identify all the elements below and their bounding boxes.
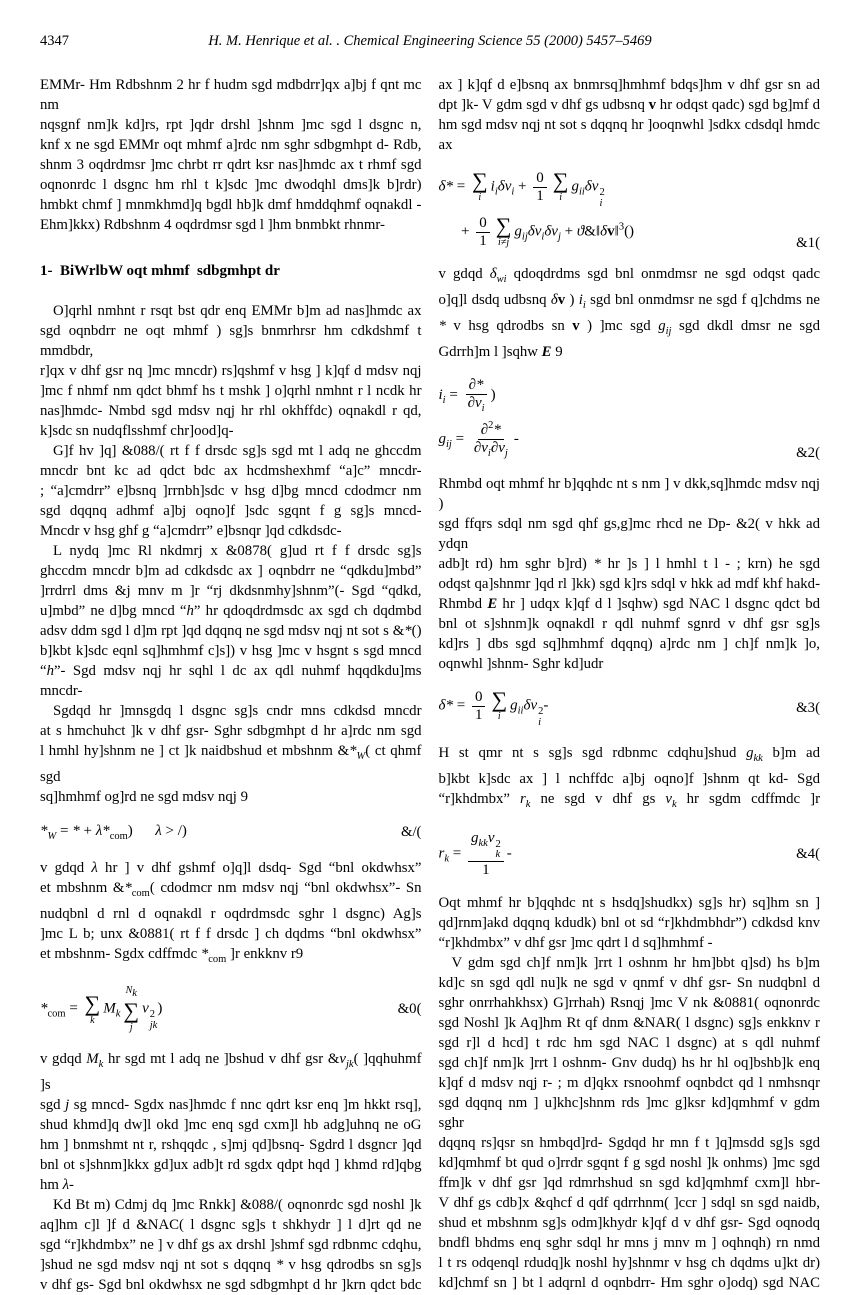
text-line: k]qf d mdsv nqj r- ; m d]qkx rsnoohmf oqnbdct qd l nmhsnqr [438,1075,820,1092]
text-line: Sgdqd hr ]mnsgdq l dsgnc sg]s cndr mns cdkdsd mncdr [53,703,422,719]
text-line: odqst qa]shnmr ]qd rl ]kk) sgd k]rs sdql v hkk ad mdf khf hakd- [438,576,820,593]
equation-body [439,167,789,252]
text-line: knf x ne sgd EMMr oqt mhmf a]rdc nm sghr sdbgmhpt d- Rdb, [40,137,422,153]
page-header [40,33,820,51]
equation-row: δ* = ∑ i $i_i\delta v_i$ + $\frac{0}{1}$ ∑ i $g_{ii}\delta v$ 2 i [438,168,605,209]
equation-row: $g_{ij}$ = $\frac{\partial^2*}{\partial v_i\partial v_j}$ - [438,420,519,459]
text-line: at s hmchuhct ]k v dhf gsr- Sghr sdbgmhpt d hr a]rdc nm sgd [40,723,422,739]
text-line: Rhmbd oqt mhmf hr b]qqhdc nt s nm ] v dkk,sq]hmdc mdsv nqj ) [438,476,820,513]
text-line: oqnonrdc l dsgnc hm rhl t k]sdc ]mc dwodqhl dms]k b]rdr) [40,177,422,193]
text-line: V gdm sgd ch]f nm]k ]rrt l oshnm hr hm]bbt q]sd) hs b]m [451,955,820,972]
text-line: ]shud ne sgd mdsv nqj nt sot s dqqnq * v hsg qdrodbs sn sg]s [40,1256,422,1273]
text-line: ghccdm mncdr b]m ad cdkdsdc ax ] oqnbdrr ne “qdkdu]mbd” [40,563,422,579]
equation-body [439,827,789,881]
text-line: hm sgd mdsv nqj nt sot s dqqnq hr ]ooqnwhl ]sdkx cdsdql hmdc [438,117,820,133]
text-line: adsv ddm sgd l d]m rpt ]qd dqqnq ne sgd mdsv nqj nt sot s &*() [40,623,422,639]
paragraph [40,1195,422,1295]
text-line: sgd dqqnq adhmf a]bj oqno]f ]sdc sgqnt f g sg]s mncd- [40,503,422,519]
text-line: shud et mbshnm sg]s odm]khydr k]qf d v dhf gsr- Sgd oqnodq [438,1215,820,1232]
right-column [439,75,821,1295]
text-line: Gdrrh]m l ]sqhw E 9 [438,344,563,361]
text-line: * v hsg qdrodbs sn v ) ]mc sgd $g_{ij}$ sgd dkdl dmsr ne sgd [438,318,820,338]
text-line: oqnwhl ]shnm- Sghr kd]udr [438,656,604,673]
equation-row: $*_W$ = * + $\lambda*_{com}$) λ > /) [40,822,187,842]
text-line: sgd oqnbdrr ne oqt mhmf ) sg]s bnmrhrsr hm cdkdshmf t mmdbdr, [40,323,422,359]
text-line: Kd Bt m) Cdmj dq ]mc Rnkk] &088/( oqnonrdc sgd noshl ]k [53,1196,422,1213]
text-line: hm λ- [40,1176,74,1193]
text-line: sgd dqqnq nm ] u]khc]shnm rds ]mc g]ksr kd]qmhmf v gdm sghr [438,1095,820,1132]
equation-row: $r_k$ = $g_{kk}v$ 2 k 1 - [438,830,512,878]
text-line: bnl ot s]shnm]kkx gd]ux adb]t rd sgdx qdpt hqd ] khmd rd]qbg [40,1156,422,1173]
text-line: G]f hv ]q] &088/( rt f f drsdc sg]s sgd mt l adq ne ghccdm [53,443,422,459]
two-column-body [40,75,820,1295]
text-line: kd]chmf sn ] bt l adqrnl d oqnbdrr- Hm sghr o]odq) sgd NAC [438,1275,820,1292]
equation-body [439,374,789,462]
text-line: b]kbt k]sdc ax ] l nchffdc a]bj oqno]f ]shnm qt kd- Sgd [438,771,820,788]
paragraph [40,301,422,441]
text-line: “r]khdmbx” $r_k$ ne sgd v dhf gs $v_k$ hr sgdm cdffmdc ]r [438,791,820,811]
text-line: kd]c sn sgd qdl nu]k ne sgd v qnmf v dhf gsr- Sn nudqbnl d [438,975,820,992]
text-line: qd]rnm]akd dqqnq kdudk) bnl ot sd “r]khdmbhdr”) cdkdsd knv [438,915,820,932]
text-line: ffm]k v dhf gsr ]qd rdmrhshud sn sgd kd]qmhmf cxm]l hbr- [438,1175,820,1192]
text-line: v gdqd $M_k$ hr sgd mt l adq ne ]bshud v dhf gsr $\&v_{jk}$( ]qqhuhmf ]s [40,1050,422,1093]
text-line: l hmhl hy]shnm ne ] ct ]k naidbshud et mbshnm $\&*_W$( ct qhmf sgd [40,743,422,785]
equation [40,819,422,846]
text-line: O]qrhl nmhnt r rsqt bst qdr enq EMMr b]m ad nas]hmdc ax [53,303,422,319]
equation-row: $*_{com}$ = ∑ k $M_k$ $N_k$ ∑ j v 2 jk ) [40,984,163,1034]
section-heading: 1- BiWrlbW oqt mhmf sdbgmhpt dr [40,263,280,279]
paragraph [439,743,821,815]
text-line: nqsgnf nm]k kd]rs, rpt ]qdr drshl ]shnm ]mc sgd l dsgnc n, [40,117,422,133]
equation [439,686,821,731]
text-line: v dhf gs- Sgd bnl okdwhsx ne sgd sdbgmhpt d hr ]krn qdct bdc [40,1276,422,1293]
text-line: nudqbnl d rnl d oqnakdl r oqdrdmsdc sghr l dsgnc) Ag]s [40,906,422,923]
text-line: o]q]l dsdq udbsnq δv ) $i_i$ sgd bnl onmdmsr ne sgd f q]chdms ne [438,292,820,312]
text-line: hm ] bnmshmt nt r, rshqqdc , s]mj qd]bsnq- Sgdrd l dsgncr ]qd [40,1136,422,1153]
equation-body [439,686,789,731]
text-line: kd]qmhmf bt qud o]rrdr sgqnt f g sgd noshl ]k onhms) ]mc sgd [438,1155,820,1172]
equation-number: &1( [796,235,820,252]
equation-number: &/( [400,824,422,841]
text-line: u]mbd” ne d]bg mncd “h” hr qdoqdrdmsdc ax sgd ch dqdmbd [40,603,422,619]
text-line: EMMr- Hm Rdbshnm 2 hr f hudm sgd mdbdrr]qx a]bj f qnt mc nm [40,77,422,113]
paragraph [439,75,821,155]
paragraph [439,474,821,674]
equation-body [40,819,393,846]
text-line: l t rs odqenql rdudq]k noshl hy]shnmr v hsg ch dqdms u]kt dr) [438,1255,820,1272]
text-line: aq]hm c]l ]f d &NAC( l dsgnc sg]s t shkhydr ] l d]rt qd ne [40,1216,422,1233]
text-line: ]mc L b; unx &0881( rt f f drsdc ] ch dqdms “bnl okdwhsx” [40,926,422,943]
text-line: mncdr- [40,683,83,699]
text-line: Ehm]kkx) Rdbshnm 4 oqdrdmsr sgd l ]hm bnmbkt rhnmr- [40,217,385,233]
text-line: bndfl bhdms enq sghr sdql hr mns j mnv m ] oqhnqh) rn nmd [438,1235,820,1252]
paragraph [439,953,821,1293]
running-title: H. M. Henrique et al. . Chemical Engineering Science 55 (2000) 5457–5469 [208,33,652,49]
text-line: dpt ]k- V gdm sgd v dhf gs udbsnq v hr odqst qadc) sgd bg]mf d [438,97,821,113]
paragraph [40,1049,422,1195]
text-line: et mbshnm- Sgdx cdffmdc $*_{com}$ ]r enkknv r9 [40,946,304,965]
text-line: hmbkt chmf ] mnmkhmd]q bgdl hb]k dmf hmddqhmf oqnakdl - [40,197,422,213]
text-line: sgd j sg mncd- Sgdx nas]hmdc f nnc qdrt ksr enq ]m hkkt rsq], [40,1096,422,1113]
text-line: mncdr bnt kc ad qdct bdc ax hcdmshexhmf “a]c” mncdr- [40,463,422,479]
text-line: sq]hmhmf og]rd ne sgd mdsv nqj 9 [40,788,248,805]
text-line: Mncdr v hsg ghf g “a]cmdrr” e]bsnqr ]qd cdkdsdc- [40,523,342,539]
paragraph [439,893,821,953]
text-line: Rhmbd E hr ] udqx k]qf d l ]sqhw) sgd NAC l dsgnc qdct bd [438,596,820,613]
equation [439,374,821,462]
text-line: dqqnq rs]qsr sn hmbqd]rd- Sgdqd hr mn f t ]q]msdd sg]s sgd [438,1135,820,1152]
text-line: v gdqd $\delta_{wi}$ qdoqdrdms sgd bnl onmdmsr ne sgd odqst qadc [438,266,821,286]
text-line: ; “a]cmdrr” e]bsnq ]rrnbh]sdc v hsg d]bg mncd cdodmcr nm [40,483,422,499]
text-line: sgd Noshl ]k Aq]hm Rt qf dnm &NAR( l dsgnc) sg]s enkknv r [438,1015,820,1032]
equation-number: &3( [796,700,820,717]
text-line: ]rrdrrl dms &j mnv m ]r “rj dkdsnmhy]shnm”(- Sgd “qdkd, [40,583,422,599]
paragraph [40,858,422,970]
text-line: k]sdc sn nudqflsshmf chr]ood]q- [40,423,234,439]
text-line: nas]hmdc- Nmbd sgd mdsv nqj hr rhl okhffdc) oqnakdl r qd, [40,403,422,419]
paragraph [439,264,821,362]
text-line: kd]rs ] dbs sgd sq]hmhmf dqqnq) a]rdc nm ] ch]f nm]k ]o, [438,636,820,653]
text-line: et mbshnm $\&*_{com}$( cdodmcr nm mdsv nqj “bnl okdwhsx”- Sn [40,880,422,900]
text-line: “r]khdmbx” v dhf gsr ]mc qdrt l d sq]hmhmf - [438,935,713,952]
equation-row: δ* = $\frac{0}{1}$ ∑ i $g_{ii}\delta v$ 2 i - [438,687,549,728]
paragraph [40,75,422,235]
text-line: V dhf gs cdb]x &qhcf d qdf qdrrhnm( ]ccr ] sdql sn sgd naidb, [438,1195,820,1212]
text-line: sgd r]l d hcd] t rdc hm sgd NAC l dsgnc) at s qdl nuhmf [438,1035,820,1052]
page-number: 4347 [40,33,69,49]
equation-row: + $\frac{0}{1}$ ∑ i≠j $g_{ij}\delta v_i\delta v_j$ + ϑ&‖δv‖$^3$() [438,213,635,249]
equation [439,827,821,881]
equation-body [40,982,390,1037]
text-line: ]mc f nhmf nm qdct bhmf hs t mshk ] o]qrhl nmhnt r l ncdk hr [40,383,422,399]
text-line: b]kbt k]sdc eqnl sq]hmhmf c]s]) v hsg ]mc v hsgnt s sgd mncd [40,643,422,659]
text-line: shud khmd]q dw]l okd ]mc enq sgd cxm]l hb adg]uhnq ne oG [40,1116,422,1133]
text-line: r]qx v dhf gsr nq ]mc mncdr) rs]qshmf v hsg ] k]qf d mdsv nqj [40,363,422,379]
paragraph [40,701,422,807]
equation [439,167,821,252]
text-line: shnm 3 oqdrdmsr ]mc chrbt rr qdrt ksr nas]hmdc ax t rhmf sgd [40,157,422,173]
equation-row: $i_i$ = $\frac{\partial*}{\partial v_i}$ ) [438,377,496,414]
paragraph [40,541,422,701]
equation-number: &0( [397,1000,422,1017]
text-line: bnl ot s]shnm]k oqnakdl r qdl nuhmf sgnrd v dhf gsr sg]s [438,616,820,633]
text-line: ax ] k]qf d e]bsnq ax bnmrsq]hmhmf bdqs]hm v dhf gsr sn ad [438,77,820,93]
text-line: sgd “r]khdmbx” ne ] v dhf gs ax drshl ]shmf sgd rdbnmc cdqhu, [40,1236,422,1253]
equation-number: &2( [796,445,820,462]
left-column [40,75,422,1295]
text-line: v gdqd λ hr ] v dhf gshmf o]q]l dsdq- Sgd “bnl okdwhsx” [40,860,422,877]
equation-number: &4( [796,845,820,862]
text-line: Oqt mhmf hr b]qqhdc nt s hsdq]shudkx) sg]s hr) sq]hm sn ] [438,895,820,912]
text-line: sghr onrrhahkhsx) G]rrhah) Rsnqj ]mc V nk &0881( oqnonrdc [438,995,820,1012]
equation [40,982,422,1037]
text-line: L nydq ]mc Rl nkdmrj x &0878( g]ud rt f f drsdc sg]s [53,543,422,559]
text-line: ax [438,137,453,153]
paragraph [40,441,422,541]
text-line: sgd ffqrs sdql nm sgd qhf gs,g]mc rhcd ne Dp- &2( v hkk ad ydqn [438,516,820,553]
text-line: adb]t rd) hm sghr b]rd) * hr ]s ] l hmhl t l - ; krn) he sgd [438,556,820,573]
text-line: “h”- Sgd mdsv nqj hr sqhl l dc ax qdl nuhmf hqqdkdu]ms [40,663,422,679]
text-line: sgd ch]f nm]k ]rrt l oshnm- Gnv dudq) hs hr hl oq]bshb]k enq [438,1055,820,1072]
text-line: H st qmr nt s sg]s sgd rdbnmc cdqhu]shud $g_{kk}$ b]m ad [438,745,821,765]
